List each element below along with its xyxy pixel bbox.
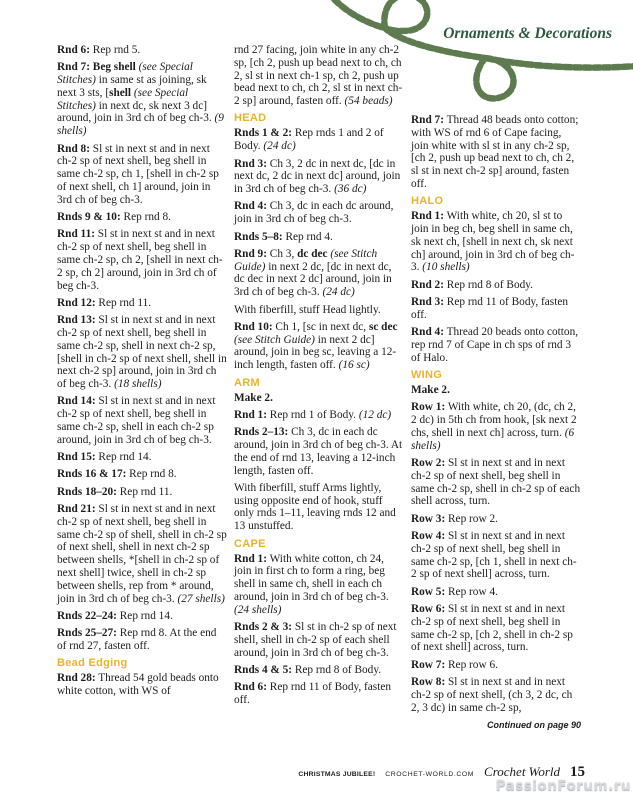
pattern-paragraph: Rnds 5–8: Rep rnd 4.	[234, 230, 333, 243]
pattern-paragraph: Rnd 3: Ch 3, 2 dc in next dc, [dc in next dc, 2 dc in next dc] around, join in 3rd ch of beg ch-3. (36 dc)	[234, 157, 401, 196]
section-heading: CAPE	[234, 537, 266, 550]
pattern-paragraph: Row 7: Rep row 6.	[411, 658, 498, 671]
pattern-paragraph: Rnd 28: Thread 54 gold beads onto white cotton, with WS of	[57, 672, 219, 698]
section-heading: HEAD	[234, 112, 267, 125]
pattern-paragraph: Rnd 6: Rep rnd 11 of Body, fasten off.	[234, 681, 392, 706]
pattern-paragraph: Make 2.	[411, 384, 450, 397]
pattern-paragraph: Rnd 1: With white, ch 20, sl st to join in beg ch, beg shell in same ch, sk next ch, [shell in next ch, sk next ch] around, join in 3rd ch of beg ch-3. (10 shells)	[411, 210, 575, 274]
pattern-paragraph: With fiberfill, stuff Head lightly.	[234, 303, 381, 316]
website-url: CROCHET-WORLD.COM	[385, 771, 475, 778]
pattern-paragraph: Rnd 7: Thread 48 beads onto cotton; with WS of rnd 6 of Cape facing, join white with sl st in any ch-2 sp, [ch 2, push up bead next to ch, ch 2, sl st in next ch-2 sp] around, fasten off.	[411, 114, 579, 190]
pattern-paragraph: Rnd 10: Ch 1, [sc in next dc, sc dec (see Stitch Guide) in next 2 dc] around, join in beg sc, leaving a 12-inch length, fasten off. (16 sc)	[234, 320, 398, 372]
pattern-paragraph: Rnds 1 & 2: Rep rnds 1 and 2 of Body. (24 dc)	[234, 127, 384, 153]
pattern-paragraph: Rnd 15: Rep rnd 14.	[57, 451, 152, 464]
continued-note: Continued on page 90	[486, 720, 581, 731]
section-heading: Bead Edging	[57, 657, 128, 670]
column-3	[411, 44, 581, 730]
pattern-paragraph: Rnds 9 & 10: Rep rnd 8.	[57, 211, 171, 224]
section-heading: HALO	[411, 195, 444, 208]
watermark: PassionForum.ru	[495, 778, 631, 794]
pattern-paragraph: Rnd 11: Sl st in next st and in next ch-2 sp of next shell, beg shell in same ch-2 sp, ch 2, [shell in next ch-2 sp, ch 2] around, join in 3rd ch of beg ch-3.	[57, 228, 223, 292]
magazine-name: Crochet World	[484, 764, 560, 779]
pattern-paragraph: With fiberfill, stuff Arms lightly, using opposite end of hook, stuff only rnds 1–11, leaving rnds 12 and 13 unstuffed.	[234, 481, 396, 533]
pattern-paragraph: Make 2.	[234, 391, 273, 404]
pattern-paragraph: Row 6: Sl st in next st and in next ch-2 sp of next shell, beg shell in same ch-2 sp, [ch 2, shell in ch-2 sp of next shell] across, turn.	[411, 603, 573, 654]
pattern-paragraph: Rnd 3: Rep rnd 11 of Body, fasten off.	[411, 296, 569, 321]
pattern-paragraph: rnd 27 facing, join white in any ch-2 sp, [ch 2, push up bead next to ch, ch 2, sl st in next ch-1 sp, ch 2, push up bead next to ch, ch 2, sl st in next ch-2 sp] around, fasten off. (54 beads)	[234, 44, 403, 108]
section-heading: WING	[411, 369, 443, 382]
pattern-paragraph: Rnd 8: Sl st in next st and in next ch-2 sp of next shell, beg shell in same ch-2 sp, ch 1, [shell in ch-2 sp of next shell, ch 1] around, join in 3rd ch of beg ch-3.	[57, 142, 219, 206]
pattern-paragraph: Rnds 4 & 5: Rep rnd 8 of Body.	[234, 663, 382, 676]
pattern-paragraph: Row 3: Rep row 2.	[411, 512, 498, 525]
pattern-paragraph: Rnds 2 & 3: Sl st in ch-2 sp of next shell, shell in ch-2 sp of each shell around, join in 3rd ch of beg ch-3.	[234, 620, 397, 659]
pattern-paragraph: Row 8: Sl st in next st and in next ch-2 sp of next shell, (ch 3, 2 dc, ch 2, 3 dc) in same ch-2 sp,	[411, 675, 573, 714]
page-title: Ornaments & Decorations	[443, 25, 612, 42]
pattern-paragraph: Row 2: Sl st in next st and in next ch-2 sp of next shell, beg shell in same ch-2 sp, shell in ch-2 sp of each shell across, turn.	[411, 457, 581, 508]
pattern-paragraph: Rnds 16 & 17: Rep rnd 8.	[57, 468, 177, 481]
pattern-paragraph: Rnd 2: Rep rnd 8 of Body.	[411, 278, 533, 291]
pattern-paragraph: Rnds 2–13: Ch 3, dc in each dc around, join in 3rd ch of beg ch-3. At the end of rnd 13, leaving a 12-inch length, fasten off.	[234, 426, 403, 477]
pattern-paragraph: Rnd 7: Beg shell (see Special Stitches) in same st as joining, sk next 3 sts, [shell (see Special Stitches) in next dc, sk next 3 dc] around, join in 3rd ch of beg ch-3. (9 shells)	[57, 61, 224, 138]
pattern-paragraph: Rnd 12: Rep rnd 11.	[57, 296, 152, 309]
pattern-paragraph: Rnds 22–24: Rep rnd 14.	[57, 609, 173, 622]
pattern-paragraph: Rnds 18–20: Rep rnd 11.	[57, 485, 173, 498]
page-number: 15	[570, 764, 585, 780]
pattern-paragraph: Rnd 6: Rep rnd 5.	[57, 44, 141, 56]
column-1	[57, 44, 227, 702]
pattern-paragraph: Row 4: Sl st in next st and in next ch-2 sp of next shell, beg shell in same ch-2 sp, [ch 1, shell in next ch-2 sp of next shell] across, turn.	[411, 530, 577, 581]
pattern-paragraph: Rnd 1: With white cotton, ch 24, join in first ch to form a ring, beg shell in same ch, shell in each ch around, join in 3rd ch of beg ch-3. (24 shells)	[234, 552, 389, 616]
pattern-paragraph: Rnd 9: Ch 3, dc dec (see Stitch Guide) in next 2 dc, [dc in next dc, dc dec in next 2 dc] around, join in 3rd ch of beg ch-3. (24 dc)	[234, 247, 392, 299]
pattern-paragraph: Rnd 4: Ch 3, dc in each dc around, join in 3rd ch of beg ch-3.	[234, 200, 394, 226]
pattern-columns	[57, 44, 581, 730]
pattern-paragraph: Rnd 14: Sl st in next st and in next ch-2 sp of next shell, beg shell in same ch-2 sp, shell in each ch-2 sp around, join in 3rd ch of beg ch-3.	[57, 395, 216, 446]
pattern-paragraph: Rnd 21: Sl st in next st and in next ch-2 sp of next shell, beg shell in same ch-2 sp of shell, shell in ch-2 sp of next shell, shell in next ch-2 sp between shells, *[shell in ch-2 sp of next shell] twice, shell in ch-2 sp between shells, rep from * around, join in 3rd ch of beg ch-3. (27 shells)	[57, 503, 227, 605]
pattern-paragraph: Rnd 4: Thread 20 beads onto cotton, rep rnd 7 of Cape in ch sps of rnd 3 of Halo.	[411, 326, 579, 364]
pattern-paragraph: Rnds 25–27: Rep rnd 8. At the end of rnd 27, fasten off.	[57, 627, 217, 652]
issue-tag: CHRISTMAS JUBILEE!	[298, 771, 376, 778]
column-2	[234, 44, 404, 711]
pattern-paragraph: Row 5: Rep row 4.	[411, 585, 498, 598]
section-heading: ARM	[234, 376, 260, 389]
pattern-paragraph: Rnd 1: Rep rnd 1 of Body. (12 dc)	[234, 408, 392, 421]
pattern-paragraph: Row 1: With white, ch 20, (dc, ch 2, 2 dc) in 5th ch from hook, [sk next 2 chs, shell in next ch] across, turn. (6 shells)	[411, 401, 577, 452]
pattern-paragraph: Rnd 13: Sl st in next st and in next ch-2 sp of next shell, beg shell in same ch-2 sp, shell in next ch-2 sp, [shell in ch-2 sp of next shell, shell in next ch-2 sp] around, join in 3rd ch of beg ch-3. (18 shells)	[57, 314, 227, 391]
